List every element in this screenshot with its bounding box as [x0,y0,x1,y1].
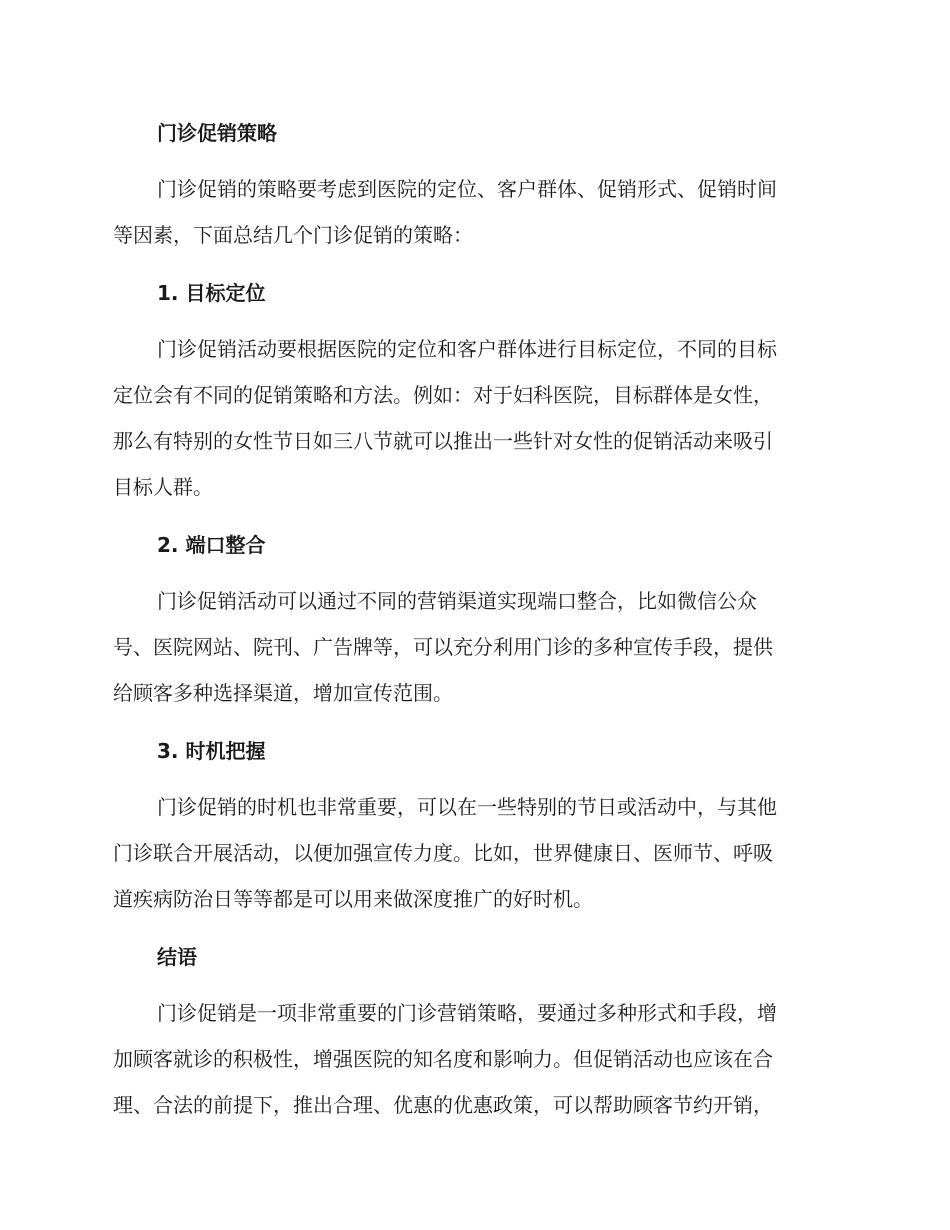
section-heading: 2. 端口整合 [157,533,266,557]
section-heading: 结语 [157,945,197,969]
section-heading: 门诊促销策略 [157,121,277,145]
paragraph-line: 门诊促销活动可以通过不同的营销渠道实现端口整合，比如微信公众 [157,589,757,613]
paragraph-line: 等因素，下面总结几个门诊促销的策略： [113,223,473,247]
paragraph-line: 目标人群。 [113,475,213,499]
paragraph-line: 道疾病防治日等等都是可以用来做深度推广的好时机。 [113,887,593,911]
paragraph-line: 门诊促销的策略要考虑到医院的定位、客户群体、促销形式、促销时间 [157,177,777,201]
section-heading: 1. 目标定位 [157,281,266,305]
section-heading: 3. 时机把握 [157,739,266,763]
paragraph-line: 加顾客就诊的积极性，增强医院的知名度和影响力。但促销活动也应该在合 [113,1047,773,1071]
paragraph-line: 理、合法的前提下，推出合理、优惠的优惠政策，可以帮助顾客节约开销， [113,1093,773,1117]
paragraph-line: 号、医院网站、院刊、广告牌等，可以充分利用门诊的多种宣传手段，提供 [113,635,773,659]
paragraph-line: 门诊促销活动要根据医院的定位和客户群体进行目标定位，不同的目标 [157,337,777,361]
document-body [113,110,837,1128]
paragraph-line: 那么有特别的女性节日如三八节就可以推出一些针对女性的促销活动来吸引 [113,429,773,453]
paragraph-line: 定位会有不同的促销策略和方法。例如：对于妇科医院，目标群体是女性， [113,383,773,407]
paragraph-line: 给顾客多种选择渠道，增加宣传范围。 [113,681,453,705]
section-paragraph [113,990,837,1128]
section-paragraph [113,166,837,258]
section-paragraph [113,578,837,716]
paragraph-line: 门诊促销是一项非常重要的门诊营销策略，要通过多种形式和手段，增 [157,1001,777,1025]
paragraph-line: 门诊联合开展活动，以便加强宣传力度。比如，世界健康日、医师节、呼吸 [113,841,773,865]
paragraph-line: 门诊促销的时机也非常重要，可以在一些特别的节日或活动中，与其他 [157,795,777,819]
section-paragraph [113,326,837,510]
section-paragraph [113,784,837,922]
